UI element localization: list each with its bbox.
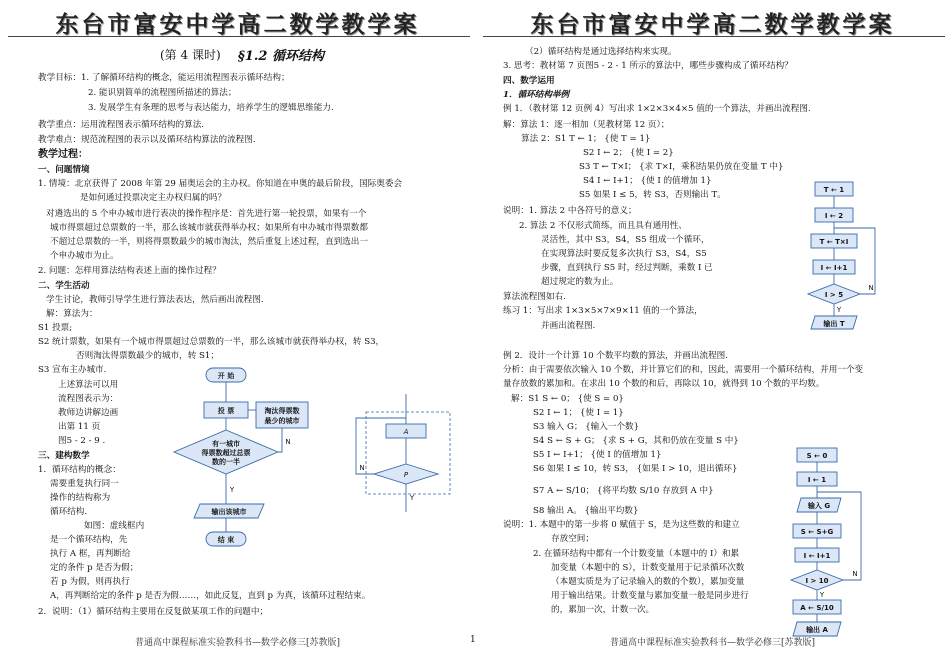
svg-text:N: N — [285, 438, 291, 446]
svg-text:S ← S+G: S ← S+G — [800, 528, 834, 536]
text-line: 上述算法可以用 — [58, 380, 119, 390]
text-line: （本题实质是为了记录输入的数的个数），累加变量 — [551, 577, 745, 587]
text-line: 步骤，直到执行 S5 时，经过判断，乘数 I 已 — [541, 263, 713, 273]
page-header-left: 东台市富安中学高二数学教学案 — [55, 12, 420, 38]
page-footer-right: 普通高中课程标准实验教科书—数学必修三[苏教版] — [609, 638, 816, 648]
text-line: 在实现算法时要反复多次执行 S3，S4，S5 — [541, 249, 707, 259]
text-line: 2．说明：（1）循环结构主要用在反复做某项工作的问题中； — [38, 607, 269, 617]
svg-text:Y: Y — [409, 494, 415, 502]
text-line: 2. 能识别简单的流程图所描述的算法； — [88, 88, 237, 98]
section-heading: 一、问题情境 — [38, 165, 90, 175]
text-line: 是如何通过投票决定主办权归属的吗？ — [80, 193, 227, 203]
svg-text:I ← 2: I ← 2 — [824, 212, 844, 220]
text-line: 说明：1. 本题中的第一步将 0 赋值于 S，是为这些数的和建立 — [503, 520, 740, 530]
svg-text:T ← T×I: T ← T×I — [819, 238, 849, 246]
svg-text:I ← I+1: I ← I+1 — [820, 264, 848, 272]
text-line: 算法流程图如右. — [503, 292, 566, 302]
page-number: 1 — [470, 635, 476, 645]
svg-text:I ← I+1: I ← I+1 — [803, 552, 831, 560]
svg-text:有一城市: 有一城市 — [212, 440, 240, 448]
text-line: S7 A ← S/10； {将平均数 S/10 存放到 A 中} — [533, 486, 714, 496]
section-heading: 二、学生活动 — [38, 281, 90, 291]
text-line: 用于输出结果。计数变量与累加变量一般是同步进行 — [551, 591, 749, 601]
text-line: S5 如果 I ≤ 5，转 S3，否则输出 T。 — [579, 190, 726, 200]
text-line: S2 I ← 1； {使 I = 1} — [533, 408, 624, 418]
flow-start-label: 开 始 — [217, 372, 235, 380]
page-header-right: 东台市富安中学高二数学教学案 — [530, 12, 895, 38]
text-line: 算法 2：S1 T ← 1； {使 T = 1} — [521, 134, 651, 144]
text-line: 练习 1：写出求 1×3×5×7×9×11 值的一个算法， — [503, 306, 703, 316]
text-line: 1. 情境：北京获得了 2008 年第 29 届奥运会的主办权。你知道在申奥的最后阶段，国际奥委会 — [38, 179, 403, 189]
text-line: 教学过程： — [38, 149, 88, 160]
text-line: S3 输入 G； {输入一个数} — [533, 422, 640, 432]
section-heading: 三、建构数学 — [38, 451, 90, 461]
section-title: §1.2 循环结构 — [238, 49, 324, 64]
text-line: S8 输出 A。 {输出平均数} — [533, 506, 639, 516]
text-line: 不超过总票数的一半，则将得票数最少的城市淘汰，然后重复上述过程，直到选出一 — [50, 237, 368, 247]
section-heading: 四、数学运用 — [503, 76, 555, 86]
text-line: 量存放数的累加和。在求出 10 个数的和后，再除以 10，就得到 10 个数的平均数。 — [503, 379, 825, 389]
text-line: 教师边讲解边画 — [58, 408, 119, 418]
svg-text:I > 5: I > 5 — [824, 291, 844, 299]
page-footer-left: 普通高中课程标准实验教科书—数学必修三[苏教版] — [134, 638, 341, 648]
text-line: 并画出流程图. — [541, 321, 596, 331]
text-line: 城市得票超过总票数的一半，那么该城市就获得举办权；如果所有申办城市得票数都 — [50, 223, 368, 233]
text-line: 教学难点：规范流程图的表示以及循环结构算法的流程图. — [38, 135, 256, 145]
flow-vote-label: 投 票 — [217, 407, 235, 415]
text-line: 教学重点：运用流程图表示循环结构的算法. — [38, 120, 205, 130]
text-line: 例 2．设计一个计算 10 个数平均数的算法，并画出流程图. — [503, 351, 728, 361]
text-line: S1 投票; — [38, 323, 73, 333]
text-line: 说明：1. 算法 2 中各符号的意义； — [503, 206, 637, 216]
text-line: 是一个循环结构，先 — [50, 535, 128, 545]
header-rule — [8, 36, 470, 37]
text-line: S4 I ← I+1； {使 I 的值增加 1} — [583, 176, 712, 186]
svg-text:最少的城市: 最少的城市 — [264, 417, 300, 425]
text-line: （2）循环结构是通过选择结构来实现。 — [525, 47, 677, 57]
text-line: 解：算法 1：逐一相加（见教材第 12 页）； — [503, 120, 670, 130]
text-line: 对遴选出的 5 个申办城市进行表决的操作程序是：首先进行第一轮投票，如果有一个 — [46, 209, 367, 219]
svg-text:结 束: 结 束 — [217, 536, 235, 544]
right-page — [475, 0, 950, 671]
text-line: S2 统计票数，如果有一个城市得票超过总票数的一半，那么该城市就获得举办权，转 S3， — [38, 337, 385, 347]
text-line: 2. 问题：怎样用算法结构表述上面的操作过程？ — [38, 266, 221, 276]
text-line: 图5 - 2 - 9 . — [58, 436, 106, 446]
text-line: 解：算法为： — [46, 309, 98, 319]
text-line: S5 I ← I+1； {使 I 的值增加 1} — [533, 450, 662, 460]
text-line: 超过规定的数为止。 — [541, 277, 619, 287]
text-line: 需要重复执行同一 — [50, 479, 119, 489]
text-line: 3. 思考：教材第 7 页图5 - 2 - 1 所示的算法中，哪些步骤构成了循环结构？ — [503, 61, 793, 71]
text-line: 个申办城市为止。 — [50, 251, 119, 261]
product-flowchart — [805, 176, 885, 334]
text-line: S4 S ← S + G； {求 S + G，其和仍放在变量 S 中} — [533, 436, 739, 446]
text-line: 学生讨论，教师引导学生进行算法表达，然后画出流程图. — [46, 295, 264, 305]
text-line: 如图：虚线框内 — [84, 521, 145, 531]
svg-text:Y: Y — [836, 306, 842, 314]
svg-text:P: P — [403, 471, 409, 479]
lesson-number: (第 4 课时) — [160, 48, 221, 62]
svg-text:得票数超过总票: 得票数超过总票 — [201, 449, 251, 457]
svg-text:数的一半: 数的一半 — [212, 458, 240, 466]
loop-structure-flowchart — [348, 394, 458, 516]
text-line: 若 p 为假，则再执行 — [50, 577, 130, 587]
text-line: 教学目标：1. 了解循环结构的概念，能运用流程图表示循环结构； — [38, 73, 290, 83]
svg-text:输出该城市: 输出该城市 — [211, 508, 247, 516]
text-line: A，再判断给定的条件 p 是否为假……，如此反复，直到 p 为真，该循环过程结束。 — [50, 591, 371, 601]
svg-text:输入 G: 输入 G — [807, 502, 831, 510]
text-line: 分析：由于需要依次输入 10 个数，并计算它们的和，因此，需要用一个循环结构，并用一个变 — [503, 365, 864, 375]
svg-text:输出 T: 输出 T — [823, 320, 845, 328]
text-line: 循环结构. — [50, 507, 88, 517]
svg-text:N: N — [852, 570, 858, 578]
text-line: 加变量（本题中的 S），计数变量用于记录循环次数 — [551, 563, 745, 573]
svg-text:A ← S/10: A ← S/10 — [800, 604, 834, 612]
svg-text:Y: Y — [819, 591, 825, 599]
text-line: 流程图表示为： — [58, 394, 119, 404]
text-line: S6 如果 I ≤ 10，转 S3， {如果 I > 10，退出循环} — [533, 464, 738, 474]
svg-text:输出 A: 输出 A — [806, 626, 828, 634]
svg-text:A: A — [403, 428, 409, 436]
text-line: 灵活性，其中 S3，S4，S5 组成一个循环， — [541, 235, 710, 245]
voting-flowchart — [170, 364, 320, 550]
svg-text:Y: Y — [229, 486, 235, 494]
svg-text:T ← 1: T ← 1 — [823, 186, 845, 194]
text-line: 存放空间； — [551, 534, 594, 544]
text-line: 定的条件 p 是否为假； — [50, 563, 139, 573]
text-line: S3 T ← T×I； {求 T×I，乘积结果仍放在变量 T 中} — [579, 162, 784, 172]
svg-text:N: N — [868, 284, 874, 292]
text-line: 2. 算法 2 不仅形式简练，而且具有通用性、 — [519, 221, 687, 231]
text-line: 操作的结构称为 — [50, 493, 111, 503]
text-line: 1．循环结构的概念： — [38, 465, 121, 475]
svg-text:N: N — [359, 464, 365, 472]
text-line: 的，累加一次，计数一次。 — [551, 605, 655, 615]
text-line: 否则淘汰得票数最少的城市，转 S1； — [76, 351, 219, 361]
text-line: 出第 11 页 — [58, 422, 101, 432]
text-line: S3 宣布主办城市. — [38, 365, 107, 375]
svg-text:I ← 1: I ← 1 — [807, 476, 827, 484]
text-line: 解：S1 S ← 0； {使 S = 0} — [511, 394, 624, 404]
text-line: S2 I ← 2； {使 I = 2} — [583, 148, 674, 158]
svg-text:I > 10: I > 10 — [805, 577, 829, 585]
text-line: 例 1．（教材第 12 页例 4）写出求 1×2×3×4×5 值的一个算法，并画出流程图. — [503, 104, 811, 114]
text-line: 执行 A 框，再判断给 — [50, 549, 131, 559]
text-line: 2. 在循环结构中都有一个计数变量（本题中的 I）和累 — [533, 549, 740, 559]
section-heading: 1．循环结构举例 — [503, 90, 570, 100]
svg-text:淘汰得票数: 淘汰得票数 — [264, 407, 300, 415]
svg-text:S ← 0: S ← 0 — [806, 452, 828, 460]
header-rule — [483, 36, 945, 37]
text-line: 3. 发展学生有条理的思考与表达能力，培养学生的逻辑思维能力. — [88, 103, 334, 113]
average-flowchart — [785, 444, 875, 640]
